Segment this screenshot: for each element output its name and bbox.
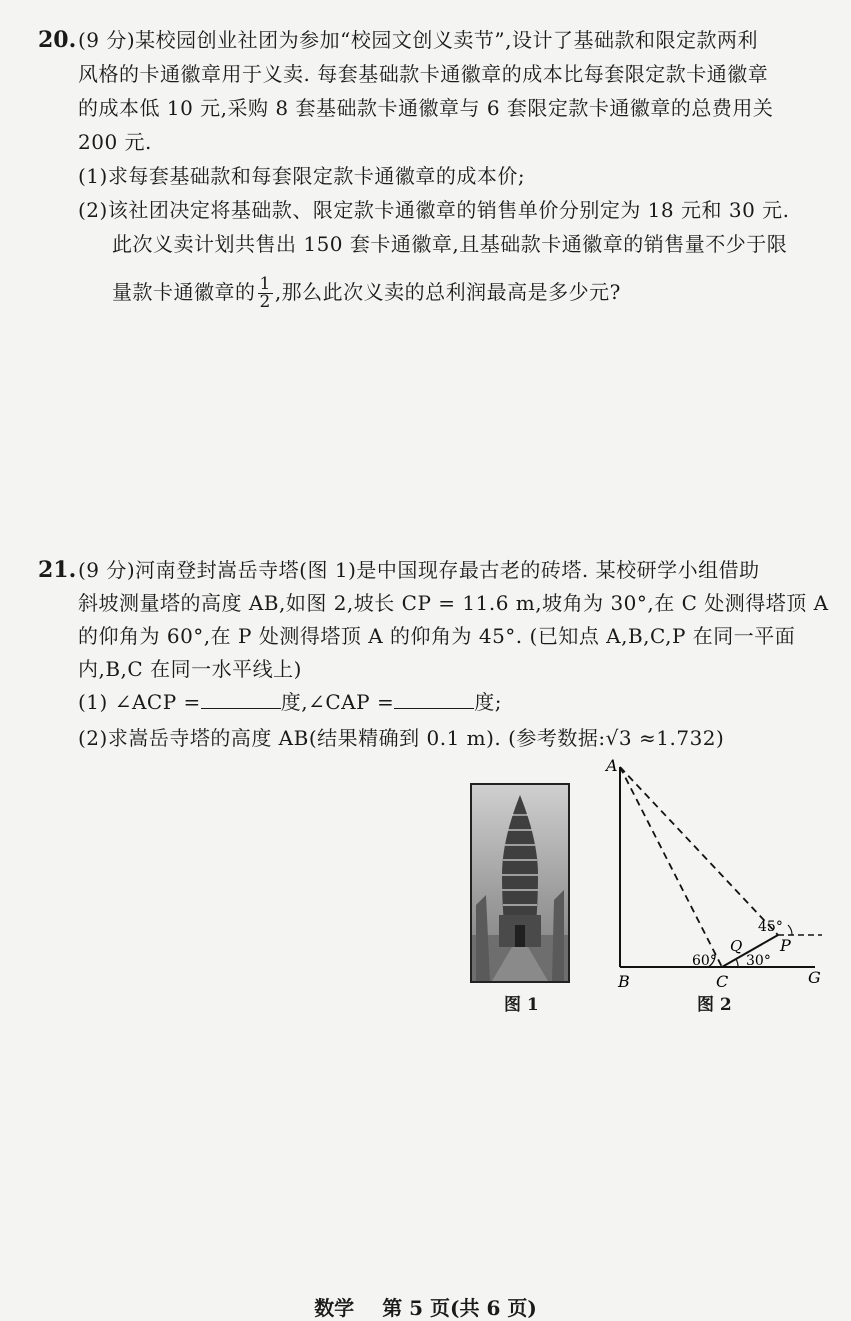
question-20-part-2-line-2: 此次义卖计划共售出 150 套卡通徽章,且基础款卡通徽章的销售量不少于限 xyxy=(112,232,788,256)
question-21-line-3: 的仰角为 60°,在 P 处测得塔顶 A 的仰角为 45°. (已知点 A,B,C,P 在同一平面 xyxy=(78,624,796,648)
question-21-line-2: 斜坡测量塔的高度 AB,如图 2,坡长 CP = 11.6 m,坡角为 30°,在 C 处测得塔顶 A xyxy=(78,591,829,615)
answer-blank-cap xyxy=(394,688,474,709)
footer-subject: 数学 xyxy=(314,1296,355,1320)
label-angle-30: 30° xyxy=(746,953,771,969)
figure-1-pagoda-photo xyxy=(470,783,570,983)
label-a: A xyxy=(606,756,618,775)
question-20-number: 20. xyxy=(38,27,77,53)
label-angle-60: 60° xyxy=(692,953,717,969)
part-2-line-3-suffix: ,那么此次义卖的总利润最高是多少元? xyxy=(274,280,621,304)
fraction-one-half xyxy=(258,276,273,311)
question-20-part-2-line-3 xyxy=(112,272,829,312)
angle-arc-30 xyxy=(736,959,738,967)
fraction-numerator: 1 xyxy=(259,274,271,294)
figure-1-caption: 图 1 xyxy=(504,995,539,1015)
label-q: Q xyxy=(730,937,743,955)
pagoda-illustration xyxy=(472,785,568,981)
question-20-line-3: 的成本低 10 元,采购 8 套基础款卡通徽章与 6 套限定款卡通徽章的总费用关 xyxy=(78,96,774,120)
question-20-part-1: (1)求每套基础款和每套限定款卡通徽章的成本价; xyxy=(78,164,526,188)
question-20-part-2-line-1: (2)该社团决定将基础款、限定款卡通徽章的销售单价分别定为 18 元和 30 元. xyxy=(78,198,790,222)
angle-acp-label: (1) ∠ACP = xyxy=(78,690,201,714)
question-21-part-1 xyxy=(78,688,829,716)
question-20-line-2: 风格的卡通徽章用于义卖. 每套基础款卡通徽章的成本比每套限定款卡通徽章 xyxy=(78,62,769,86)
question-20-line-4: 200 元. xyxy=(78,130,152,154)
figure-2-geometry-diagram xyxy=(600,755,830,995)
page-footer xyxy=(0,1292,851,1321)
figure-2-caption: 图 2 xyxy=(697,995,732,1015)
question-21-number: 21. xyxy=(38,557,77,583)
sight-line-ac xyxy=(620,767,722,967)
sight-line-ap xyxy=(620,767,778,935)
angle-cap-label: 度,∠CAP = xyxy=(280,690,395,714)
answer-blank-acp xyxy=(201,688,281,709)
fraction-denominator: 2 xyxy=(259,292,271,312)
label-g: G xyxy=(808,968,821,987)
question-20-line-1: (9 分)某校园创业社团为参加“校园文创义卖节”,设计了基础款和限定款两利 xyxy=(78,28,758,52)
question-21-line-4: 内,B,C 在同一水平线上) xyxy=(78,657,302,681)
label-b: B xyxy=(618,972,630,991)
footer-page-number: 第 5 页(共 6 页) xyxy=(382,1296,537,1320)
angle-arc-45 xyxy=(788,925,792,935)
label-angle-45: 45° xyxy=(758,919,783,935)
question-21-part-2: (2)求嵩岳寺塔的高度 AB(结果精确到 0.1 m). (参考数据:√3 ≈1.732) xyxy=(78,726,725,750)
label-c: C xyxy=(716,972,729,991)
label-p: P xyxy=(780,936,791,955)
part-1-end: 度; xyxy=(474,690,502,714)
part-2-line-3-prefix: 量款卡通徽章的 xyxy=(112,280,256,304)
question-21-line-1: (9 分)河南登封嵩岳寺塔(图 1)是中国现存最古老的砖塔. 某校研学小组借助 xyxy=(78,558,760,582)
